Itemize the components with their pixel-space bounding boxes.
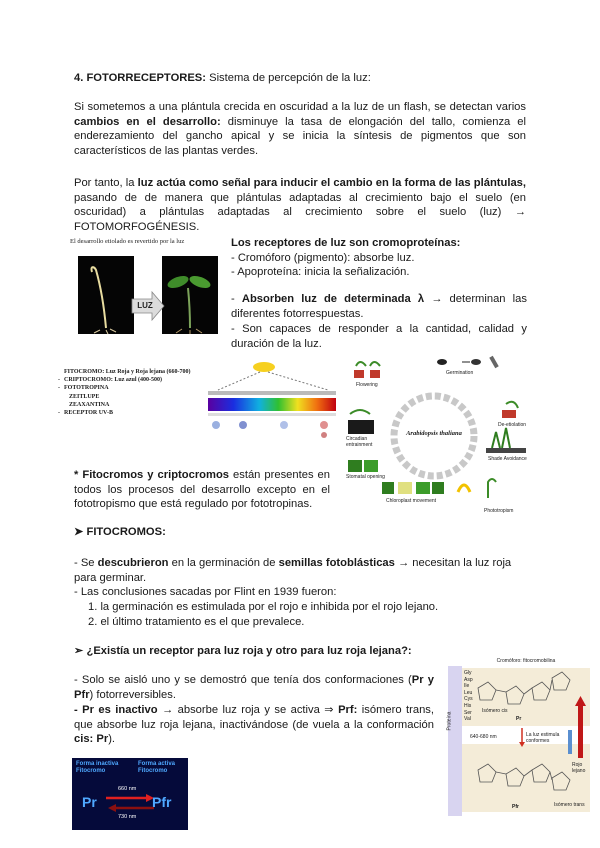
amino-acid-list [464, 670, 473, 723]
label-germination: Germination [446, 370, 474, 376]
receptor-line-uvb-text: RECEPTOR UV-B [64, 410, 113, 417]
pfr-structure-label: Pfr [512, 804, 519, 810]
receptor-line-phototropin-text: FOTOTROPINA [64, 385, 109, 392]
arabidopsis-center-label: Arabidopsis thaliana [406, 430, 462, 437]
paragraph-flash-bold: cambios en el desarrollo: [74, 115, 221, 128]
wavelength-730-label: 730 nm [118, 814, 137, 820]
receptors-block [231, 236, 527, 280]
label-stomatal: Stomatal opening [346, 474, 385, 480]
section-heading-text: Sistema de percepción de la luz: [206, 72, 371, 84]
amino-acid-8: Val [464, 716, 471, 723]
paragraph-flash-text-1: Si sometemos a una plántula crecida en oscuridad a la luz de un flash, se detectan varios [74, 101, 526, 113]
receptors-heading: Los receptores de luz son cromoproteínas: [231, 237, 461, 249]
discovery-paragraph [74, 556, 526, 585]
inactive-form-label: Forma inactiva Fitocromo [76, 761, 119, 774]
paragraph-photomorphogenesis [74, 176, 526, 234]
amino-acid-4: Leu [464, 689, 473, 696]
receptor-line-cryptochrome-text: CRIPTOCROMO: Luz azul (400-500) [64, 377, 163, 384]
label-circadian: Circadian entrainment [346, 436, 373, 448]
label-shade-avoidance: Shade Avoidance [488, 456, 527, 462]
pr-structure-label: Pr [516, 716, 522, 722]
etiolated-caption: El desarrollo etiolado es revertido por la luz [70, 238, 185, 245]
pr-inactive-bold-3: cis: Pr [74, 733, 109, 746]
wavelength-range-label: 640-680 nm [470, 734, 497, 740]
paragraph-flash-text-2: disminuye la tasa de elongación del tallo, comienza el enderezamiento del gancho apical y se inicia la síntesis de pigmentos que son característicos de las plantas verdes. [74, 115, 527, 157]
isolated-text-2: ) fotorreversibles. [89, 688, 176, 701]
protein-label: Proteína [446, 711, 453, 731]
etiolated-seedling-figure [70, 236, 226, 336]
pr-inactive-bold-2: Prf: [338, 704, 358, 716]
discovery-bold-1: descubrieron [97, 557, 169, 569]
amino-acid-5: Cys [464, 696, 473, 703]
pr-inactive-paragraph [74, 703, 434, 747]
amino-acid-1: Gly [464, 670, 472, 676]
receptors-absorb-bold: Absorben luz de determinada λ [241, 293, 425, 305]
receptor-list-figure [58, 368, 210, 430]
bullet-icon: - [58, 377, 60, 384]
isolated-text-1: - Solo se aisló uno y se demostró que tenía dos conformaciones ( [74, 674, 412, 686]
pr-inactive-text-2: isómero trans, que absorbe luz roja lejana, inactivándose (de vuela a la conformación [74, 704, 434, 731]
note-paragraph [74, 468, 330, 512]
amino-acid-2: Asp [464, 676, 473, 683]
receptors-absorb-post: → determinan las diferentes fotorrespuestas. [231, 293, 527, 320]
receptor-line-zeaxanthin: ZEAXANTINA [69, 401, 110, 408]
question-heading [74, 644, 454, 659]
pr-inactive-text-3: ). [108, 733, 116, 746]
flint-item-1: 1. la germinación es estimulada por el rojo e inhibida por el rojo lejano. [88, 601, 439, 613]
label-chloroplast: Chloroplast movement [386, 498, 437, 504]
chromophore-figure [448, 658, 590, 820]
receptors-item-apoprotein: - Apoproteína: inicia la señalización. [231, 266, 410, 279]
receptor-line-phytochrome: FITOCROMO: Luz Roja y Roja lejana (660-700) [64, 369, 191, 375]
fitocromos-heading [74, 525, 166, 540]
receptor-line-cryptochrome [58, 376, 210, 384]
label-flowering: Flowering [356, 382, 378, 388]
spectrum-figure [198, 358, 344, 438]
paragraph-photo-text-2: pasando de de manera que plántulas adaptadas al crecimiento bajo el suelo (en oscuridad) a plántulas adaptadas al crecimiento sobre el suelo (luz) → FOTOMORFOGÉNESIS. [74, 191, 526, 233]
paragraph-photo-text-1: Por tanto, la [74, 177, 138, 189]
amino-acid-7: Ser [464, 709, 472, 716]
cis-isomer-label: Isómero cis [482, 708, 508, 714]
active-form-label: Forma activa Fitocromo [138, 761, 176, 774]
amino-acid-3: Ile [464, 683, 470, 690]
wavelength-660-label: 660 nm [118, 786, 137, 792]
paragraph-flash [74, 100, 526, 158]
trans-isomer-label: Isómero trans [554, 802, 585, 808]
receptors-absorb-pre: - [231, 293, 242, 305]
note-text: están presentes en todos los procesos del desarrollo excepto en el fototropismo que está regulado por fototropinas. [74, 469, 330, 511]
section-heading [74, 71, 534, 86]
flint-item-2: 2. el último tratamiento es el que prevalece. [88, 616, 305, 628]
question-text: ➢ ¿Existía un receptor para luz roja y otro para luz roja lejana?: [74, 645, 412, 657]
arabidopsis-processes-figure [342, 348, 532, 526]
discovery-text-2: en la germinación de [168, 557, 279, 569]
pr-inactive-text-1: → absorbe luz roja y se activa ⇒ [157, 704, 339, 716]
pr-pfr-figure [72, 758, 188, 830]
label-de-etiolation: De-etiolation [498, 422, 527, 428]
pfr-label: Pfr [152, 794, 172, 810]
receptor-line-phototropin [58, 384, 210, 392]
paragraph-photo-bold: luz actúa como señal para inducir el cambio en la forma de las plántulas, [137, 177, 526, 189]
receptor-line-uvb [58, 409, 210, 417]
fitocromos-heading-text: ➤ FITOCROMOS: [74, 526, 166, 538]
light-spectrum-diagram [198, 358, 344, 438]
pr-inactive-bold-1: - Pr es inactivo [74, 704, 158, 716]
isolated-paragraph [74, 673, 434, 702]
receptor-line-zeitlupe: ZEITLUPE [69, 393, 100, 400]
far-red-label: Rojo lejano [572, 762, 586, 774]
chromophore-title: Cromóforo: fitocromobilina [496, 658, 556, 664]
receptors-absorb [231, 292, 527, 321]
bullet-icon: - [58, 385, 60, 392]
receptors-item-chromophore: - Cromóforo (pigmento): absorbe luz. [231, 251, 415, 264]
isolated-bold: Pr y Pfr [74, 674, 434, 701]
label-phototropism: Phototropism [484, 508, 514, 514]
amino-acid-6: His [464, 702, 472, 709]
section-heading-number: 4. FOTORRECEPTORES: [74, 72, 206, 84]
discovery-text-3: → necesitan la luz roja para germinar. [74, 557, 512, 584]
luz-arrow-label: LUZ [137, 301, 153, 310]
discovery-text-1: - Se [74, 557, 98, 569]
receptors-capable: - Son capaces de responder a la cantidad, calidad y duración de la luz. [231, 323, 527, 350]
flint-intro: - Las conclusiones sacadas por Flint en 1939 fueron: [74, 586, 337, 598]
light-note-label: La luz estimula conformes [526, 732, 560, 744]
bullet-icon: - [58, 410, 60, 417]
seedlings-illustration [70, 236, 226, 336]
note-bold: * Fitocromos y criptocromos [74, 469, 230, 481]
pr-label: Pr [82, 794, 97, 810]
discovery-bold-2: semillas fotoblásticas [278, 557, 395, 569]
